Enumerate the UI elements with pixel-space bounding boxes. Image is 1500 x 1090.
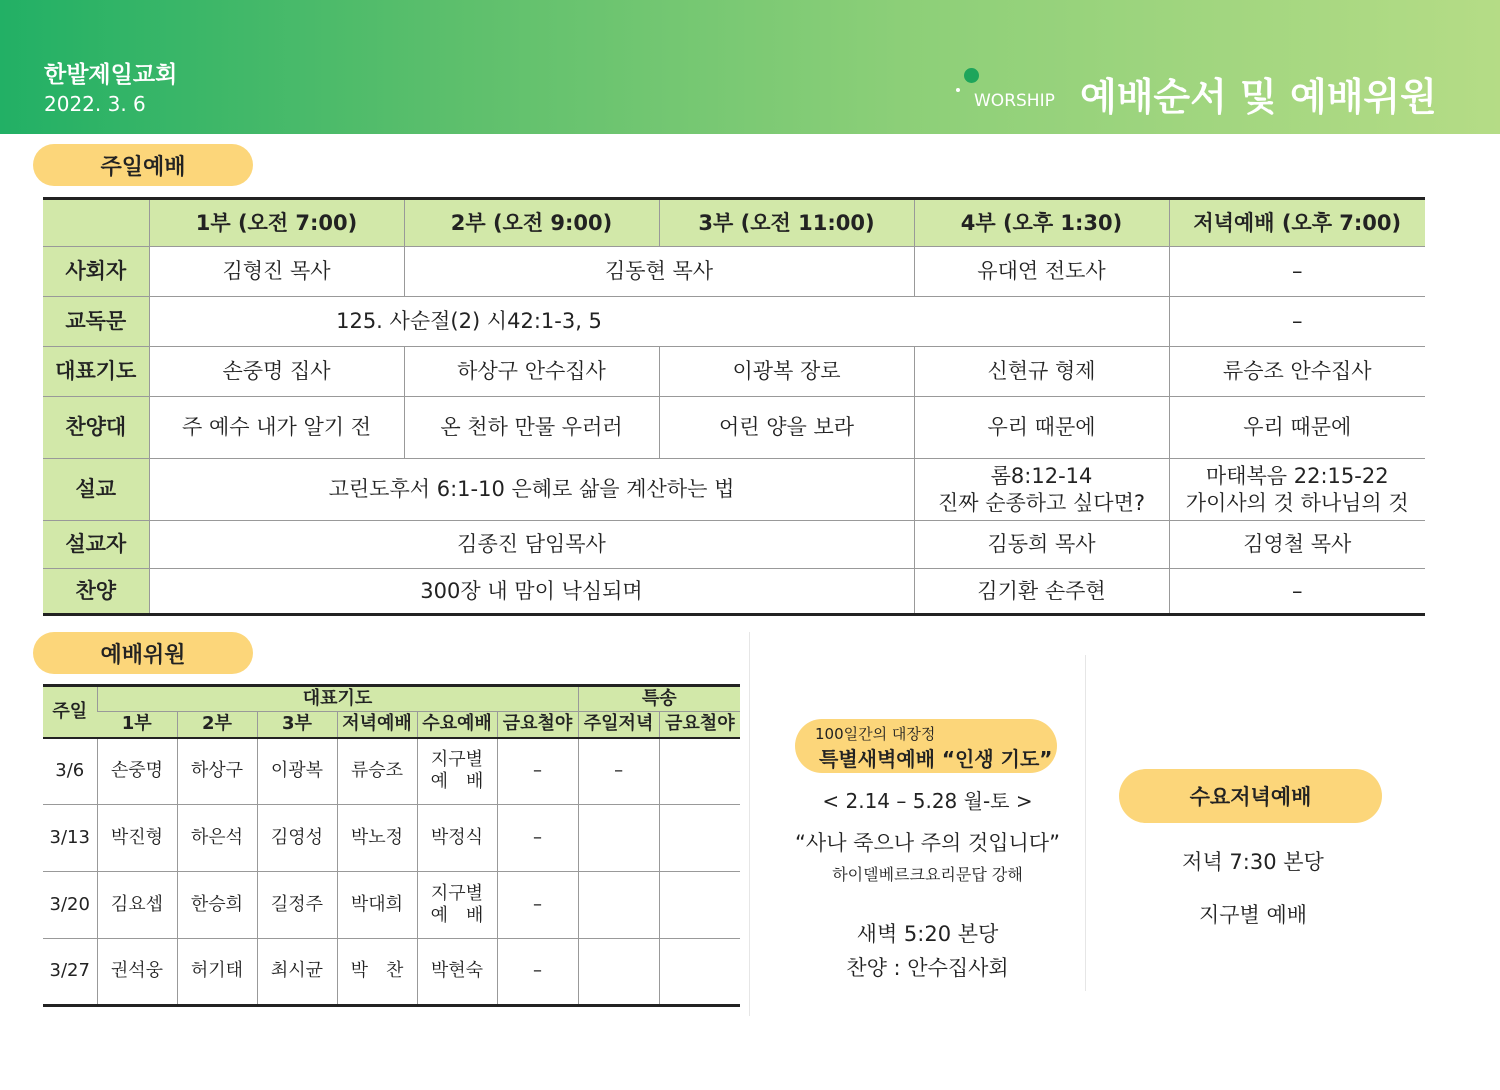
table-row — [43, 569, 1425, 615]
table-cell: 박 찬 — [337, 939, 417, 1006]
table-cell — [659, 805, 740, 872]
column-header: 2부 (오전 9:00) — [404, 199, 659, 247]
table-row — [43, 459, 1425, 521]
table-cell: 이광복 — [257, 738, 337, 805]
table-cell: 김기환 손주현 — [914, 569, 1169, 615]
column-header: 1부 (오전 7:00) — [149, 199, 404, 247]
table-row — [43, 521, 1425, 569]
table-cell — [578, 872, 659, 939]
section-label-duty: 예배위원 — [33, 632, 253, 674]
sunday-worship-table — [43, 197, 1425, 616]
table-cell: 김형진 목사 — [149, 247, 404, 297]
table-cell: – — [578, 738, 659, 805]
table-cell — [417, 738, 497, 805]
table-cell: 류승조 안수집사 — [1169, 347, 1425, 397]
sub-header-row — [43, 712, 740, 738]
table-cell: 유대연 전도사 — [914, 247, 1169, 297]
row-label: 찬양 — [43, 569, 149, 615]
sermon-title: 가이사의 것 하나님의 것 — [1185, 490, 1409, 515]
week-cell: 3/27 — [49, 960, 90, 982]
special-dawn-badge — [795, 719, 1057, 773]
table-cell: 김종진 담임목사 — [149, 521, 914, 569]
special-theme-sub: 하이델베르크요리문답 강해 — [832, 865, 1023, 884]
table-cell — [659, 872, 740, 939]
table-cell — [1169, 459, 1425, 521]
table-cell: 박진형 — [97, 805, 177, 872]
sermon-passage: 롬8:12-14 — [990, 464, 1093, 489]
column-header: 저녁예배 (오후 7:00) — [1169, 199, 1425, 247]
wednesday-time: 저녁 7:30 본당 — [1182, 850, 1324, 874]
table-header-row — [43, 199, 1425, 247]
table-cell: 우리 때문에 — [914, 397, 1169, 459]
column-header: 3부 — [257, 712, 337, 738]
table-cell: 하상구 안수집사 — [404, 347, 659, 397]
section-label-sunday: 주일예배 — [33, 144, 253, 186]
table-cell: 신현규 형제 — [914, 347, 1169, 397]
table-cell: – — [497, 805, 578, 872]
table-cell: 박노정 — [337, 805, 417, 872]
sermon-passage: 마태복음 22:15-22 — [1205, 464, 1389, 489]
table-cell: 박대희 — [337, 872, 417, 939]
special-group-header: 특송 — [578, 686, 740, 712]
cell-line: 박현숙 — [430, 960, 484, 982]
column-header: 금요철야 — [659, 712, 740, 738]
table-cell: 길정주 — [257, 872, 337, 939]
sermon-title: 진짜 순종하고 싶다면? — [937, 490, 1146, 515]
cell-line: 예 배 — [430, 905, 484, 926]
table-cell: 한승희 — [177, 872, 257, 939]
table-cell: 김영철 목사 — [1169, 521, 1425, 569]
cell-line: 박정식 — [430, 826, 484, 848]
table-row — [43, 297, 1425, 347]
small-dot-icon — [956, 88, 960, 92]
cell-line: 지구별 — [430, 882, 484, 904]
table-cell — [659, 939, 740, 1006]
week-cell: 3/20 — [43, 872, 97, 939]
column-header: 금요철야 — [497, 712, 578, 738]
special-praise: 찬양 : 안수집사회 — [846, 956, 1009, 980]
week-header: 주일 — [43, 686, 97, 738]
table-cell: – — [497, 738, 578, 805]
table-cell: 김동현 목사 — [404, 247, 914, 297]
table-cell — [914, 459, 1169, 521]
church-name: 한밭제일교회 — [44, 62, 178, 88]
special-title: 특별새벽예배 “인생 기도” — [819, 747, 1053, 771]
cell-line: 지구별 — [430, 748, 484, 770]
column-header: 3부 (오전 11:00) — [659, 199, 914, 247]
prayer-group-header: 대표기도 — [97, 686, 578, 712]
table-cell: – — [1169, 569, 1425, 615]
column-header: 주일저녁 — [578, 712, 659, 738]
table-cell: 김영성 — [257, 805, 337, 872]
table-cell — [578, 805, 659, 872]
table-cell: 최시균 — [257, 939, 337, 1006]
table-cell: 우리 때문에 — [1169, 397, 1425, 459]
table-row — [43, 347, 1425, 397]
table-cell: 하은석 — [177, 805, 257, 872]
table-cell: 허기태 — [177, 939, 257, 1006]
row-label: 설교자 — [43, 521, 149, 569]
table-cell — [417, 939, 497, 1006]
table-cell — [578, 939, 659, 1006]
table-cell: 이광복 장로 — [659, 347, 914, 397]
table-cell: 온 천하 만물 우러러 — [404, 397, 659, 459]
bulletin-date: 2022. 3. 6 — [44, 92, 146, 116]
table-cell: 어린 양을 보라 — [659, 397, 914, 459]
table-cell: 김요셉 — [97, 872, 177, 939]
special-subtitle: 100일간의 대장정 — [815, 725, 936, 743]
table-cell: 주 예수 내가 알기 전 — [149, 397, 404, 459]
week-cell: 3/6 — [43, 738, 97, 805]
table-cell: 하상구 — [177, 738, 257, 805]
row-label: 대표기도 — [43, 347, 149, 397]
special-period: < 2.14 – 5.28 월-토 > — [822, 789, 1033, 813]
table-row — [43, 247, 1425, 297]
wednesday-note: 지구별 예배 — [1198, 903, 1308, 927]
column-header: 1부 — [97, 712, 177, 738]
corner-cell — [43, 199, 149, 247]
group-header-row — [43, 686, 740, 712]
table-cell: 고린도후서 6:1-10 은혜로 삶을 계산하는 법 — [149, 459, 914, 521]
week-cell: 3/13 — [43, 805, 97, 872]
worship-label: WORSHIP — [974, 91, 1055, 111]
table-cell — [417, 872, 497, 939]
divider — [749, 632, 750, 1016]
row-label: 사회자 — [43, 247, 149, 297]
table-cell: 류승조 — [337, 738, 417, 805]
worship-duty-table — [43, 684, 740, 1007]
special-time: 새벽 5:20 본당 — [856, 922, 999, 946]
table-row — [43, 738, 740, 805]
table-cell: 손중명 — [97, 738, 177, 805]
table-cell: – — [497, 939, 578, 1006]
page-title: 예배순서 및 예배위원 — [1080, 75, 1437, 119]
table-cell: – — [1169, 247, 1425, 297]
special-theme: “사나 죽으나 주의 것입니다” — [795, 831, 1060, 855]
wednesday-badge: 수요저녁예배 — [1119, 769, 1382, 823]
column-header: 수요예배 — [417, 712, 497, 738]
table-row — [43, 397, 1425, 459]
table-cell: 손중명 집사 — [149, 347, 404, 397]
table-row — [43, 939, 740, 1006]
dot-icon — [964, 68, 979, 83]
table-cell: 300장 내 맘이 낙심되며 — [149, 569, 914, 615]
row-label: 설교 — [43, 459, 149, 521]
table-cell: – — [497, 872, 578, 939]
table-cell: – — [1169, 297, 1425, 347]
cell-line: 예 배 — [430, 771, 484, 793]
row-label: 교독문 — [43, 297, 149, 347]
column-header: 2부 — [177, 712, 257, 738]
column-header: 4부 (오후 1:30) — [914, 199, 1169, 247]
table-cell — [659, 738, 740, 805]
row-label: 찬양대 — [43, 397, 149, 459]
table-cell — [417, 805, 497, 872]
table-cell: 125. 사순절(2) 시42:1-3, 5 — [149, 297, 1169, 347]
header-banner — [0, 0, 1500, 134]
table-row — [43, 872, 740, 939]
table-cell: 김동희 목사 — [914, 521, 1169, 569]
table-cell: 권석웅 — [97, 939, 177, 1006]
table-row — [43, 805, 740, 872]
column-header: 저녁예배 — [337, 712, 417, 738]
